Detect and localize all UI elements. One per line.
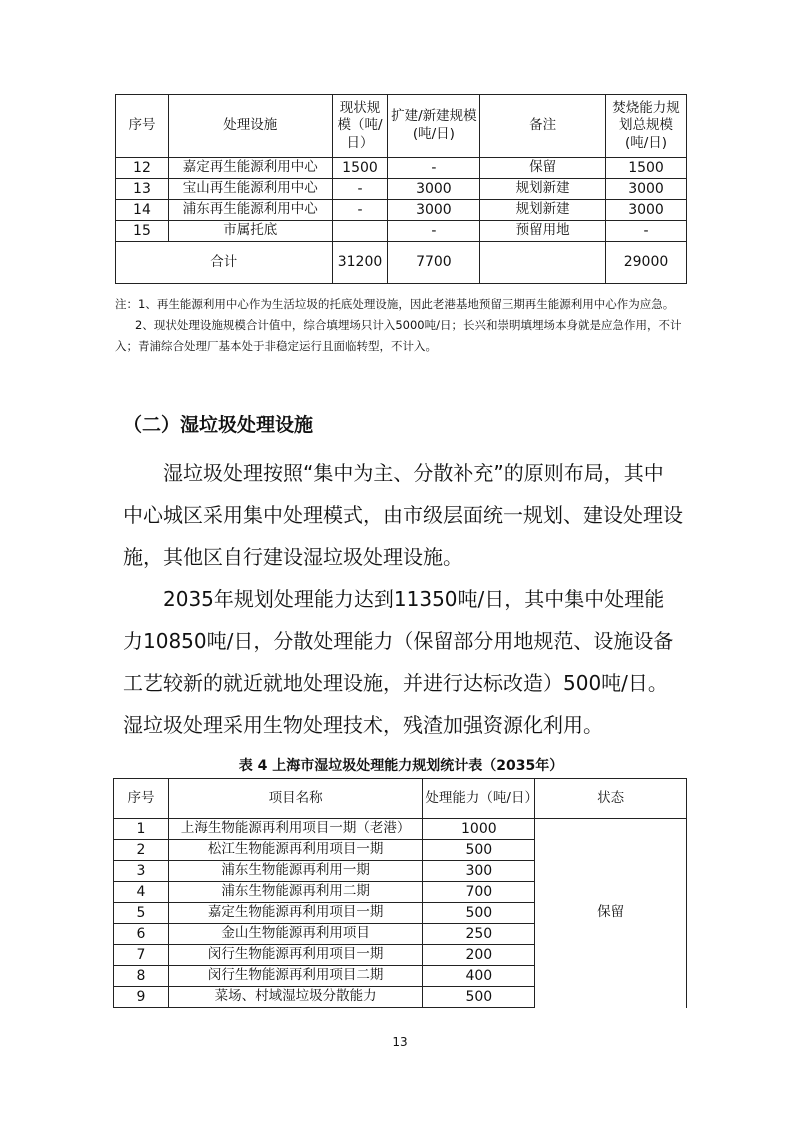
cell-current: - [332,200,388,221]
sum-total: 29000 [606,242,687,284]
sum-current: 31200 [332,242,388,284]
cell-capacity: 500 [423,987,535,1008]
cell-no: 5 [114,903,169,924]
cell-no: 7 [114,945,169,966]
cell-name: 上海生物能源再利用项目一期（老港） [168,819,423,840]
cell-name: 闵行生物能源再利用项目二期 [168,966,423,987]
cell-no: 9 [114,987,169,1008]
table-caption: 表 4 上海市湿垃圾处理能力规划统计表（2035年） [238,758,564,774]
cell-no: 3 [114,861,169,882]
cell-capacity: 200 [423,945,535,966]
table-row [116,158,687,179]
cell-expand: 3000 [388,179,480,200]
cell-capacity: 400 [423,966,535,987]
cell-no: 14 [116,200,169,221]
cell-capacity: 300 [423,861,535,882]
cell-name: 宝山再生能源利用中心 [168,179,332,200]
cell-no: 15 [116,221,169,242]
header-current-scale: 现状规模（吨/日） [332,95,388,158]
cell-current: - [332,179,388,200]
cell-total: - [606,221,687,242]
cell-capacity: 1000 [423,819,535,840]
cell-total: 3000 [606,179,687,200]
header-total-capacity: 焚烧能力规划总规模(吨/日) [606,95,687,158]
cell-no: 13 [116,179,169,200]
cell-no: 4 [114,882,169,903]
header-capacity: 处理能力（吨/日） [423,779,535,819]
cell-note: 规划新建 [480,200,606,221]
cell-status: 保留 [535,819,687,1008]
cell-capacity: 700 [423,882,535,903]
table-header-row [114,779,687,819]
cell-expand: 3000 [388,200,480,221]
header-status: 状态 [535,779,687,819]
section-title: （二）湿垃圾处理设施 [123,414,314,436]
cell-name: 松江生物能源再利用项目一期 [168,840,423,861]
cell-name: 浦东生物能源再利用一期 [168,861,423,882]
cell-expand: - [388,221,480,242]
sum-expand: 7700 [388,242,480,284]
note-2: 2、现状处理设施规模合计值中，综合填埋场只计入5000吨/日；长兴和崇明填埋场本身就是应急作用，不计入；青浦综合处理厂基本处于非稳定运行且面临转型，不计入。 [115,318,682,353]
cell-note: 规划新建 [480,179,606,200]
header-project-name: 项目名称 [168,779,423,819]
paragraph-2-text: 2035年规划处理能力达到11350吨/日，其中集中处理能力10850吨/日，分散处理能力（保留部分用地规范、设施设备工艺较新的就近就地处理设施，并进行达标改造）500吨/日。湿垃圾处理采用生物处理技术，残渣加强资源化利用。 [123,587,674,737]
table-sum-row [116,242,687,284]
cell-expand: - [388,158,480,179]
cell-no: 2 [114,840,169,861]
cell-name: 闵行生物能源再利用项目一期 [168,945,423,966]
incineration-facility-table [115,94,687,284]
cell-total: 3000 [606,200,687,221]
header-expand-scale: 扩建/新建规模(吨/日) [388,95,480,158]
cell-note: 预留用地 [480,221,606,242]
note-1: 注：1、再生能源利用中心作为生活垃圾的托底处理设施，因此老港基地预留三期再生能源利用中心作为应急。 [115,297,675,311]
cell-name: 嘉定生物能源再利用项目一期 [168,903,423,924]
header-no: 序号 [116,95,169,158]
cell-name: 菜场、村域湿垃圾分散能力 [168,987,423,1008]
paragraph-2 [123,578,683,746]
table-header-row [116,95,687,158]
cell-no: 1 [114,819,169,840]
cell-note: 保留 [480,158,606,179]
header-facility: 处理设施 [168,95,332,158]
header-note: 备注 [480,95,606,158]
cell-total: 1500 [606,158,687,179]
cell-name: 市属托底 [168,221,332,242]
paragraph-1 [123,452,683,578]
table-row [116,221,687,242]
page-number: 13 [392,1035,408,1049]
table-notes [115,294,690,357]
cell-name: 浦东生物能源再利用二期 [168,882,423,903]
cell-current: 1500 [332,158,388,179]
sum-note [480,242,606,284]
cell-no: 12 [116,158,169,179]
header-no: 序号 [114,779,169,819]
wet-waste-capacity-table [113,778,687,1008]
cell-no: 6 [114,924,169,945]
cell-name: 嘉定再生能源利用中心 [168,158,332,179]
paragraph-1-text: 湿垃圾处理按照“集中为主、分散补充”的原则布局，其中中心城区采用集中处理模式，由市级层面统一规划、建设处理设施，其他区自行建设湿垃圾处理设施。 [123,461,683,569]
cell-capacity: 250 [423,924,535,945]
table-row [116,200,687,221]
cell-capacity: 500 [423,903,535,924]
sum-label: 合计 [116,242,333,284]
cell-no: 8 [114,966,169,987]
cell-capacity: 500 [423,840,535,861]
table-row [116,179,687,200]
cell-name: 浦东再生能源利用中心 [168,200,332,221]
table-row [114,819,687,840]
cell-name: 金山生物能源再利用项目 [168,924,423,945]
cell-current [332,221,388,242]
